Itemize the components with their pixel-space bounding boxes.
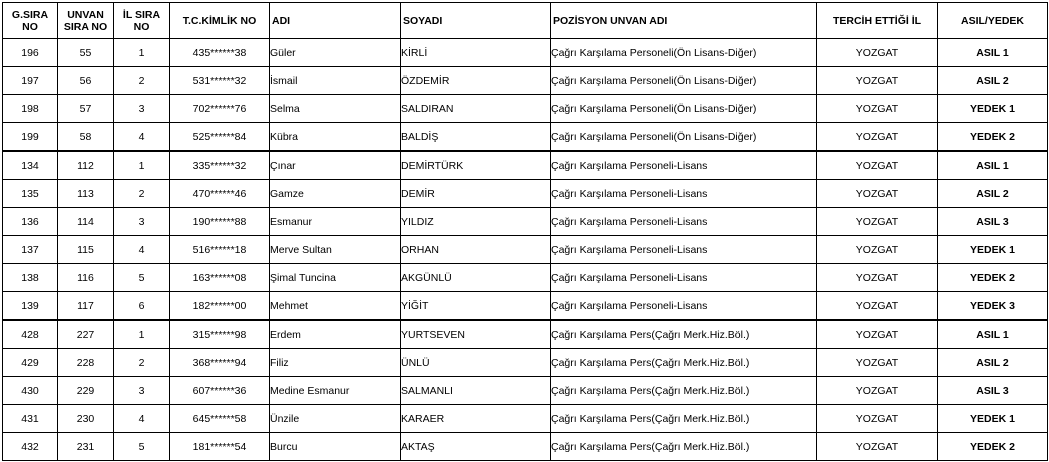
table-row <box>3 208 1048 236</box>
cell-tc: 531******32 <box>170 67 270 95</box>
cell-adi: Erdem <box>270 320 401 349</box>
cell-pozisyon: Çağrı Karşılama Personeli-Lisans <box>551 236 817 264</box>
cell-soyadi: DEMİRTÜRK <box>401 151 551 180</box>
cell-tercih: YOZGAT <box>817 349 938 377</box>
cell-pozisyon: Çağrı Karşılama Personeli-Lisans <box>551 264 817 292</box>
header-unvan-line2: SIRA NO <box>63 20 108 33</box>
table-row <box>3 292 1048 321</box>
cell-g-sira: 136 <box>3 208 58 236</box>
cell-tc: 645******58 <box>170 405 270 433</box>
cell-pozisyon: Çağrı Karşılama Personeli(Ön Lisans-Diğer) <box>551 67 817 95</box>
cell-asil-yedek: YEDEK 3 <box>938 292 1048 321</box>
cell-asil-yedek: ASIL 2 <box>938 67 1048 95</box>
cell-g-sira: 430 <box>3 377 58 405</box>
cell-adi: Kübra <box>270 123 401 152</box>
cell-asil-yedek: ASIL 3 <box>938 377 1048 405</box>
cell-unvan-sira: 117 <box>58 292 114 321</box>
header-soyadi: SOYADI <box>401 3 551 39</box>
cell-unvan-sira: 116 <box>58 264 114 292</box>
cell-asil-yedek: ASIL 3 <box>938 208 1048 236</box>
cell-soyadi: BALDİŞ <box>401 123 551 152</box>
cell-g-sira: 197 <box>3 67 58 95</box>
cell-tc: 516******18 <box>170 236 270 264</box>
table-row <box>3 405 1048 433</box>
cell-g-sira: 134 <box>3 151 58 180</box>
table-row <box>3 95 1048 123</box>
cell-unvan-sira: 55 <box>58 39 114 67</box>
table-row <box>3 349 1048 377</box>
cell-g-sira: 428 <box>3 320 58 349</box>
cell-adi: Güler <box>270 39 401 67</box>
cell-tercih: YOZGAT <box>817 320 938 349</box>
cell-pozisyon: Çağrı Karşılama Personeli-Lisans <box>551 208 817 236</box>
cell-tercih: YOZGAT <box>817 67 938 95</box>
table-row <box>3 433 1048 461</box>
cell-adi: Burcu <box>270 433 401 461</box>
header-asil-yedek: ASIL/YEDEK <box>938 3 1048 39</box>
cell-pozisyon: Çağrı Karşılama Personeli(Ön Lisans-Diğer) <box>551 123 817 152</box>
cell-il-sira: 3 <box>114 95 170 123</box>
cell-soyadi: ORHAN <box>401 236 551 264</box>
cell-unvan-sira: 231 <box>58 433 114 461</box>
cell-pozisyon: Çağrı Karşılama Pers(Çağrı Merk.Hiz.Böl.) <box>551 405 817 433</box>
table-row <box>3 377 1048 405</box>
header-tc: T.C.KİMLİK NO <box>170 3 270 39</box>
cell-tercih: YOZGAT <box>817 208 938 236</box>
cell-unvan-sira: 227 <box>58 320 114 349</box>
cell-il-sira: 5 <box>114 433 170 461</box>
cell-tercih: YOZGAT <box>817 95 938 123</box>
cell-tc: 182******00 <box>170 292 270 321</box>
cell-asil-yedek: ASIL 1 <box>938 151 1048 180</box>
cell-tc: 607******36 <box>170 377 270 405</box>
cell-asil-yedek: ASIL 2 <box>938 180 1048 208</box>
cell-tc: 315******98 <box>170 320 270 349</box>
cell-asil-yedek: YEDEK 2 <box>938 433 1048 461</box>
header-adi: ADI <box>270 3 401 39</box>
table-row <box>3 236 1048 264</box>
header-g-sira-line2: NO <box>22 20 38 33</box>
table-row <box>3 123 1048 152</box>
cell-g-sira: 139 <box>3 292 58 321</box>
cell-adi: İsmail <box>270 67 401 95</box>
cell-unvan-sira: 114 <box>58 208 114 236</box>
cell-g-sira: 431 <box>3 405 58 433</box>
cell-pozisyon: Çağrı Karşılama Personeli(Ön Lisans-Diğer) <box>551 39 817 67</box>
header-tercih: TERCİH ETTİĞİ İL <box>817 3 938 39</box>
cell-unvan-sira: 56 <box>58 67 114 95</box>
cell-tc: 181******54 <box>170 433 270 461</box>
cell-il-sira: 1 <box>114 151 170 180</box>
cell-g-sira: 199 <box>3 123 58 152</box>
table-row <box>3 180 1048 208</box>
cell-il-sira: 1 <box>114 320 170 349</box>
cell-g-sira: 429 <box>3 349 58 377</box>
cell-tc: 525******84 <box>170 123 270 152</box>
cell-adi: Medine Esmanur <box>270 377 401 405</box>
header-il-line1: İL SIRA <box>122 8 161 21</box>
cell-soyadi: AKTAŞ <box>401 433 551 461</box>
cell-asil-yedek: YEDEK 1 <box>938 95 1048 123</box>
cell-pozisyon: Çağrı Karşılama Personeli-Lisans <box>551 180 817 208</box>
cell-il-sira: 2 <box>114 67 170 95</box>
cell-g-sira: 432 <box>3 433 58 461</box>
table-row <box>3 151 1048 180</box>
cell-adi: Selma <box>270 95 401 123</box>
cell-adi: Esmanur <box>270 208 401 236</box>
cell-unvan-sira: 58 <box>58 123 114 152</box>
cell-tc: 470******46 <box>170 180 270 208</box>
cell-pozisyon: Çağrı Karşılama Pers(Çağrı Merk.Hiz.Böl.) <box>551 349 817 377</box>
cell-adi: Merve Sultan <box>270 236 401 264</box>
cell-unvan-sira: 229 <box>58 377 114 405</box>
cell-asil-yedek: YEDEK 2 <box>938 264 1048 292</box>
cell-soyadi: SALDIRAN <box>401 95 551 123</box>
cell-adi: Ünzile <box>270 405 401 433</box>
cell-adi: Şimal Tuncina <box>270 264 401 292</box>
cell-soyadi: SALMANLI <box>401 377 551 405</box>
header-unvan-line1: UNVAN <box>67 8 104 21</box>
cell-tercih: YOZGAT <box>817 236 938 264</box>
cell-pozisyon: Çağrı Karşılama Personeli(Ön Lisans-Diğer) <box>551 95 817 123</box>
cell-asil-yedek: ASIL 2 <box>938 349 1048 377</box>
cell-asil-yedek: YEDEK 1 <box>938 236 1048 264</box>
cell-tc: 163******08 <box>170 264 270 292</box>
table-row <box>3 320 1048 349</box>
cell-il-sira: 5 <box>114 264 170 292</box>
cell-tc: 368******94 <box>170 349 270 377</box>
cell-tercih: YOZGAT <box>817 151 938 180</box>
cell-soyadi: YILDIZ <box>401 208 551 236</box>
results-table <box>2 2 1048 461</box>
cell-adi: Gamze <box>270 180 401 208</box>
header-il-sira <box>114 3 170 39</box>
cell-tc: 435******38 <box>170 39 270 67</box>
cell-soyadi: ÜNLÜ <box>401 349 551 377</box>
cell-unvan-sira: 230 <box>58 405 114 433</box>
cell-tercih: YOZGAT <box>817 39 938 67</box>
cell-tc: 702******76 <box>170 95 270 123</box>
cell-tercih: YOZGAT <box>817 405 938 433</box>
header-pozisyon: POZİSYON UNVAN ADI <box>551 3 817 39</box>
cell-soyadi: YİĞİT <box>401 292 551 321</box>
cell-g-sira: 198 <box>3 95 58 123</box>
cell-tc: 190******88 <box>170 208 270 236</box>
cell-soyadi: ÖZDEMİR <box>401 67 551 95</box>
cell-adi: Filiz <box>270 349 401 377</box>
cell-asil-yedek: ASIL 1 <box>938 320 1048 349</box>
header-g-sira-line1: G.SIRA <box>11 8 49 21</box>
cell-g-sira: 137 <box>3 236 58 264</box>
cell-asil-yedek: YEDEK 1 <box>938 405 1048 433</box>
cell-g-sira: 138 <box>3 264 58 292</box>
header-il-line2: NO <box>133 20 150 33</box>
cell-tc: 335******32 <box>170 151 270 180</box>
cell-il-sira: 4 <box>114 236 170 264</box>
cell-pozisyon: Çağrı Karşılama Personeli-Lisans <box>551 292 817 321</box>
cell-il-sira: 4 <box>114 123 170 152</box>
cell-il-sira: 1 <box>114 39 170 67</box>
cell-il-sira: 2 <box>114 349 170 377</box>
cell-g-sira: 196 <box>3 39 58 67</box>
cell-tercih: YOZGAT <box>817 433 938 461</box>
cell-pozisyon: Çağrı Karşılama Pers(Çağrı Merk.Hiz.Böl.) <box>551 320 817 349</box>
cell-tercih: YOZGAT <box>817 264 938 292</box>
cell-tercih: YOZGAT <box>817 180 938 208</box>
cell-asil-yedek: ASIL 1 <box>938 39 1048 67</box>
cell-pozisyon: Çağrı Karşılama Pers(Çağrı Merk.Hiz.Böl.) <box>551 433 817 461</box>
cell-il-sira: 2 <box>114 180 170 208</box>
table-header <box>3 3 1048 39</box>
cell-unvan-sira: 113 <box>58 180 114 208</box>
cell-soyadi: YURTSEVEN <box>401 320 551 349</box>
cell-tercih: YOZGAT <box>817 292 938 321</box>
cell-adi: Çınar <box>270 151 401 180</box>
cell-soyadi: KARAER <box>401 405 551 433</box>
table-body <box>3 39 1048 461</box>
cell-tercih: YOZGAT <box>817 377 938 405</box>
table-row <box>3 67 1048 95</box>
cell-unvan-sira: 228 <box>58 349 114 377</box>
cell-g-sira: 135 <box>3 180 58 208</box>
header-unvan-sira <box>58 3 114 39</box>
cell-tercih: YOZGAT <box>817 123 938 152</box>
cell-unvan-sira: 57 <box>58 95 114 123</box>
cell-il-sira: 4 <box>114 405 170 433</box>
table-row <box>3 39 1048 67</box>
cell-pozisyon: Çağrı Karşılama Personeli-Lisans <box>551 151 817 180</box>
cell-soyadi: AKGÜNLÜ <box>401 264 551 292</box>
cell-unvan-sira: 115 <box>58 236 114 264</box>
cell-soyadi: KİRLİ <box>401 39 551 67</box>
cell-asil-yedek: YEDEK 2 <box>938 123 1048 152</box>
cell-il-sira: 6 <box>114 292 170 321</box>
table-row <box>3 264 1048 292</box>
cell-pozisyon: Çağrı Karşılama Pers(Çağrı Merk.Hiz.Böl.) <box>551 377 817 405</box>
cell-soyadi: DEMİR <box>401 180 551 208</box>
cell-unvan-sira: 112 <box>58 151 114 180</box>
cell-adi: Mehmet <box>270 292 401 321</box>
header-g-sira <box>3 3 58 39</box>
cell-il-sira: 3 <box>114 377 170 405</box>
cell-il-sira: 3 <box>114 208 170 236</box>
